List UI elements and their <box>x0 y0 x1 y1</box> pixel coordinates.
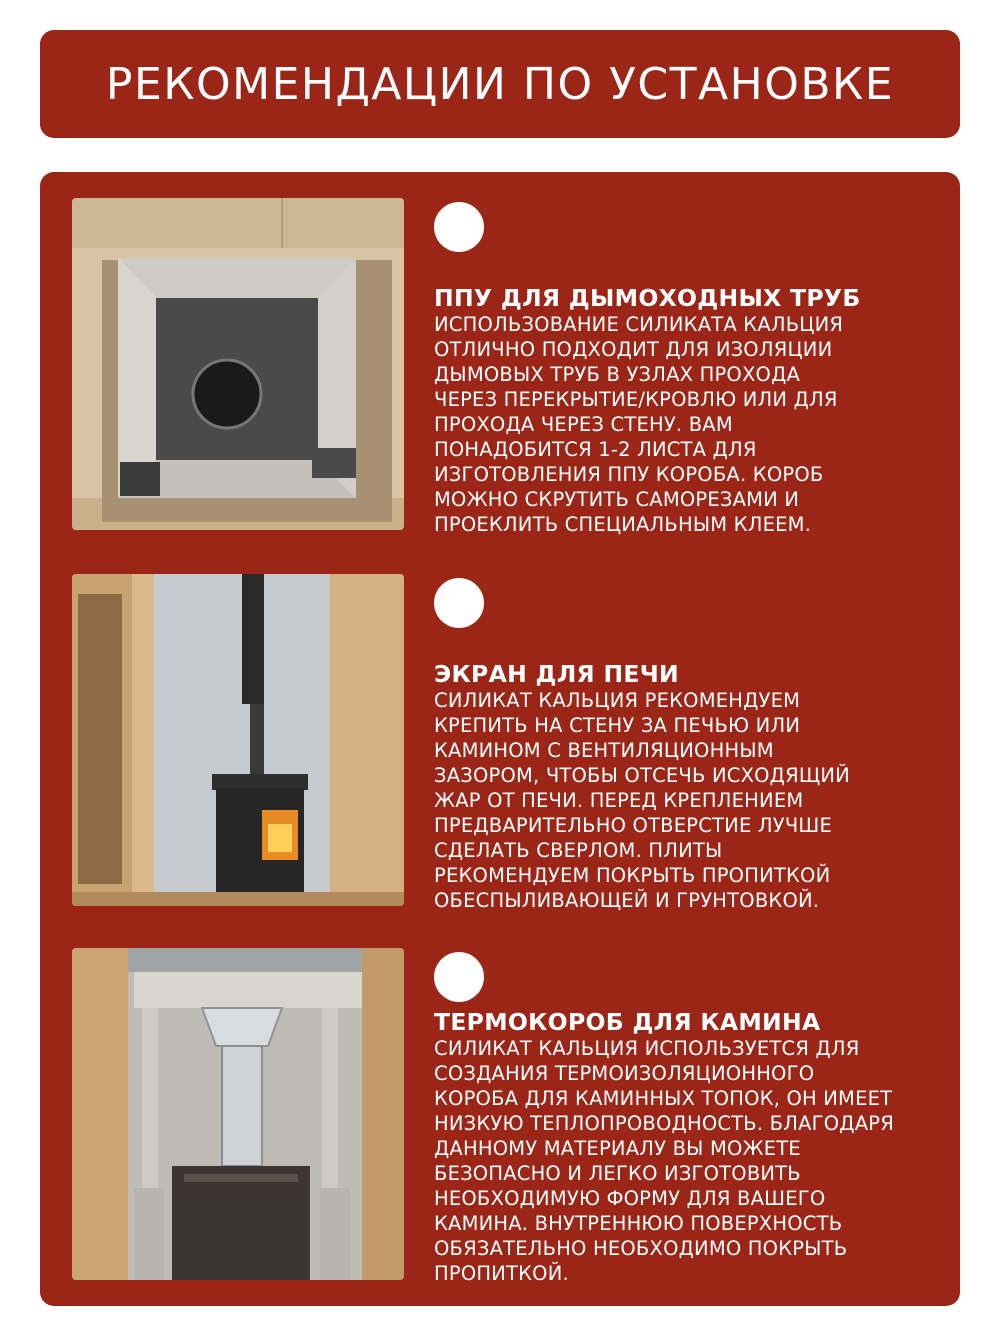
section-title: ТЕРМОКОРОБ ДЛЯ КАМИНА <box>434 1008 821 1036</box>
section-text: СИЛИКАТ КАЛЬЦИЯ РЕКОМЕНДУЕМ КРЕПИТЬ НА СТЕНУ ЗА ПЕЧЬЮ ИЛИ КАМИНОМ С ВЕНТИЛЯЦИОННЫМ ЗАЗОРОМ, ЧТОБЫ ОТСЕЧЬ ИСХОДЯЩИЙ ЖАР ОТ ПЕЧИ. ПЕРЕД КРЕПЛЕНИЕМ ПРЕДВАРИТЕЛЬНО ОТВЕРСТИЕ ЛУЧШЕ СДЕЛАТЬ СВЕРЛОМ. ПЛИТЫ РЕКОМЕНДУЕМ ПОКРЫТЬ ПРОПИТКОЙ ОБЕСПЫЛИВАЮЩЕЙ И ГРУНТОВКОЙ. <box>434 689 850 912</box>
bullet-dot <box>434 578 484 628</box>
fireplace-box-photo <box>72 948 404 1280</box>
content-panel <box>40 172 960 1306</box>
section-text: ИСПОЛЬЗОВАНИЕ СИЛИКАТА КАЛЬЦИЯ ОТЛИЧНО ПОДХОДИТ ДЛЯ ИЗОЛЯЦИИ ДЫМОВЫХ ТРУБ В УЗЛАХ ПРОХОДА ЧЕРЕЗ ПЕРЕКРЫТИЕ/КРОВЛЮ ИЛИ ДЛЯ ПРОХОДА ЧЕРЕЗ СТЕНУ. ВАМ ПОНАДОБИТСЯ 1-2 ЛИСТА ДЛЯ ИЗГОТОВЛЕНИЯ ППУ КОРОБА. КОРОБ МОЖНО СКРУТИТЬ САМОРЕЗАМИ И ПРОЕКЛИТЬ СПЕЦИАЛЬНЫМ КЛЕЕМ. <box>434 313 844 536</box>
chimney-box-photo <box>72 198 404 530</box>
chimney-box-image <box>72 198 404 530</box>
bullet-dot <box>434 202 484 252</box>
stove-screen-image <box>72 574 404 906</box>
section-text: СИЛИКАТ КАЛЬЦИЯ ИСПОЛЬЗУЕТСЯ ДЛЯ СОЗДАНИЯ ТЕРМОИЗОЛЯЦИОННОГО КОРОБА ДЛЯ КАМИННЫХ ТОПОК, ОН ИМЕЕТ НИЗКУЮ ТЕПЛОПРОВОДНОСТЬ. БЛАГОДАРЯ ДАННОМУ МАТЕРИАЛУ ВЫ МОЖЕТЕ БЕЗОПАСНО И ЛЕГКО ИЗГОТОВИТЬ НЕОБХОДИМУЮ ФОРМУ ДЛЯ ВАШЕГО КАМИНА. ВНУТРЕННЮЮ ПОВЕРХНОСТЬ ОБЯЗАТЕЛЬНО НЕОБХОДИМО ПОКРЫТЬ ПРОПИТКОЙ. <box>434 1037 894 1285</box>
section-title: ППУ ДЛЯ ДЫМОХОДНЫХ ТРУБ <box>434 284 861 312</box>
section-title: ЭКРАН ДЛЯ ПЕЧИ <box>434 660 680 688</box>
page-title: РЕКОМЕНДАЦИИ ПО УСТАНОВКЕ <box>105 58 895 110</box>
bullet-dot <box>434 952 484 1002</box>
fireplace-box-image <box>72 948 404 1280</box>
stove-screen-photo <box>72 574 404 906</box>
header-banner <box>40 30 960 138</box>
